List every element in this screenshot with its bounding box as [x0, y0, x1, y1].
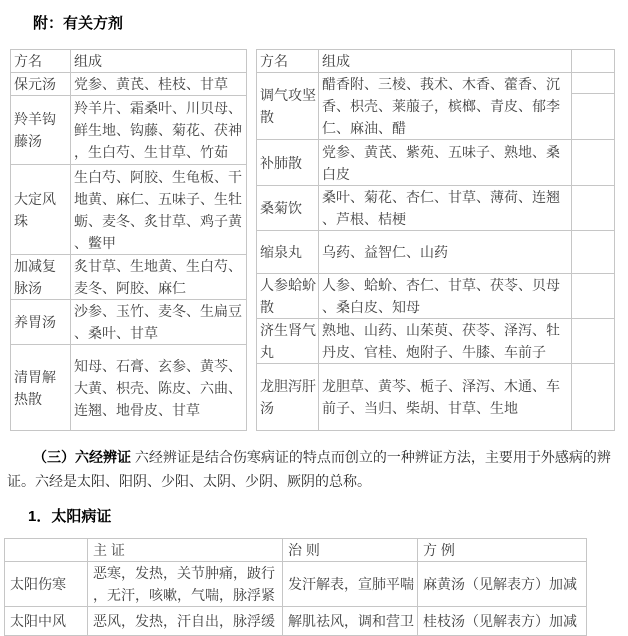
table-row — [257, 73, 615, 140]
table-header-row — [11, 50, 247, 73]
column-header-principle: 治 则 — [283, 539, 418, 562]
table-row — [11, 73, 247, 96]
section-body-text: 六经辨证是结合伤寒病证的特点而创立的一种辨证方法，主要用于外感病的辨证。六经是太阳、阳阴、少阳、太阴、少阴、厥阴的总称。 — [7, 449, 611, 489]
subsection-heading: 1．太阳病证 — [28, 508, 112, 525]
syndrome-symptoms: 恶风，发热，汗自出，脉浮缓 — [88, 607, 283, 636]
table-row — [11, 345, 247, 431]
column-header-example: 方 例 — [418, 539, 587, 562]
table-row — [257, 364, 615, 431]
formula-composition: 知母、石膏、玄参、黄芩、大黄、枳壳、陈皮、六曲、连翘、地骨皮、甘草 — [71, 345, 247, 431]
column-header-name: 方名 — [257, 50, 319, 73]
empty-cell — [572, 319, 615, 364]
formula-composition: 熟地、山药、山茱萸、茯苓、泽泻、牡丹皮、官桂、炮附子、牛膝、车前子 — [319, 319, 572, 364]
formula-name: 养胃汤 — [11, 300, 71, 345]
table-row — [257, 186, 615, 231]
column-header-main-syndrome: 主 证 — [88, 539, 283, 562]
column-header-corner — [5, 539, 88, 562]
column-header-composition: 组成 — [319, 50, 572, 73]
formula-composition: 桑叶、菊花、杏仁、甘草、薄荷、连翘、芦根、桔梗 — [319, 186, 572, 231]
formula-composition: 生白芍、阿胶、生龟板、干地黄、麻仁、五味子、生牡蛎、麦冬、炙甘草、鸡子黄、鳖甲 — [71, 165, 247, 255]
syndrome-name: 太阳中风 — [5, 607, 88, 636]
formula-composition: 龙胆草、黄芩、栀子、泽泻、木通、车前子、当归、柴胡、甘草、生地 — [319, 364, 572, 431]
formula-table-left — [10, 49, 247, 431]
empty-cell — [572, 186, 615, 231]
formula-composition: 人参、蛤蚧、杏仁、甘草、茯苓、贝母、桑白皮、知母 — [319, 274, 572, 319]
formula-composition: 党参、黄芪、桂枝、甘草 — [71, 73, 247, 96]
table-row — [11, 300, 247, 345]
formula-composition: 党参、黄芪、紫苑、五味子、熟地、桑白皮 — [319, 140, 572, 186]
formula-composition: 沙参、玉竹、麦冬、生扁豆、桑叶、甘草 — [71, 300, 247, 345]
formula-name: 保元汤 — [11, 73, 71, 96]
table-header-row — [5, 539, 587, 562]
empty-cell — [572, 231, 615, 274]
section-heading: （三）六经辨证 — [33, 449, 135, 465]
table-row — [257, 140, 615, 186]
table-row — [5, 607, 587, 636]
table-row — [257, 274, 615, 319]
formula-name: 加减复脉汤 — [11, 255, 71, 300]
formula-name: 人参蛤蚧散 — [257, 274, 319, 319]
column-header-composition: 组成 — [71, 50, 247, 73]
table-row — [257, 319, 615, 364]
empty-cell — [572, 73, 615, 140]
syndrome-principle: 解肌祛风，调和营卫 — [283, 607, 418, 636]
formula-name: 大定风珠 — [11, 165, 71, 255]
formula-tables-section — [10, 49, 628, 431]
section-paragraph — [0, 445, 628, 493]
formula-name: 调气攻坚散 — [257, 73, 319, 140]
formula-name: 桑菊饮 — [257, 186, 319, 231]
formula-composition: 乌药、益智仁、山药 — [319, 231, 572, 274]
table-row — [5, 562, 587, 607]
syndrome-example: 桂枝汤（见解表方）加减 — [418, 607, 587, 636]
formula-composition: 醋香附、三棱、莪术、木香、藿香、沉香、枳壳、莱菔子，槟榔、青皮、郁李仁、麻油、醋 — [319, 73, 572, 140]
table-header-row — [257, 50, 615, 73]
table-row — [257, 231, 615, 274]
formula-name: 羚羊钩藤汤 — [11, 96, 71, 165]
table-row — [11, 165, 247, 255]
syndrome-symptoms: 恶寒，发热，关节肿痛，跛行，无汗，咳嗽，气喘，脉浮紧 — [88, 562, 283, 607]
formula-table-right — [256, 49, 615, 431]
empty-cell — [572, 50, 615, 73]
column-header-name: 方名 — [11, 50, 71, 73]
syndrome-principle: 发汗解表，宣肺平喘 — [283, 562, 418, 607]
table-row — [11, 96, 247, 165]
page-title: 附：有关方剂 — [33, 15, 124, 32]
empty-cell — [572, 274, 615, 319]
empty-cell — [572, 364, 615, 431]
syndrome-table — [4, 538, 587, 636]
formula-name: 清胃解热散 — [11, 345, 71, 431]
formula-name: 缩泉丸 — [257, 231, 319, 274]
formula-composition: 炙甘草、生地黄、生白芍、麦冬、阿胶、麻仁 — [71, 255, 247, 300]
formula-composition: 羚羊片、霜桑叶、川贝母、鲜生地、钩藤、菊花、茯神，生白芍、生甘草、竹茹 — [71, 96, 247, 165]
table-row — [11, 255, 247, 300]
formula-name: 龙胆泻肝汤 — [257, 364, 319, 431]
empty-cell — [572, 140, 615, 186]
syndrome-name: 太阳伤寒 — [5, 562, 88, 607]
formula-name: 补肺散 — [257, 140, 319, 186]
formula-name: 济生肾气丸 — [257, 319, 319, 364]
syndrome-example: 麻黄汤（见解表方）加减 — [418, 562, 587, 607]
